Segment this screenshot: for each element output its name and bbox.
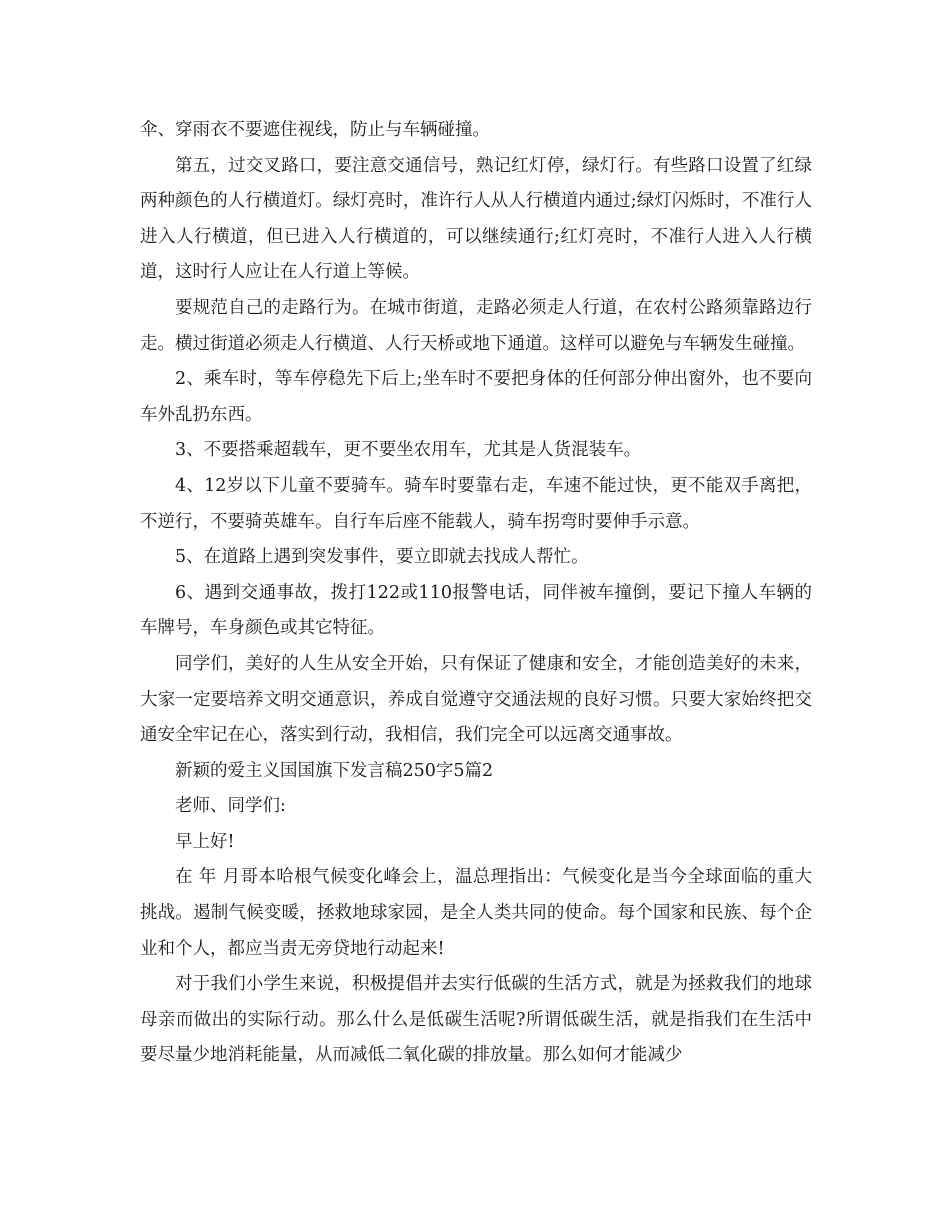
- paragraph-continuation: 伞、穿雨衣不要遮住视线，防止与车辆碰撞。: [140, 120, 490, 140]
- document-body: [140, 113, 812, 1074]
- salutation: 老师、同学们:: [175, 796, 286, 817]
- paragraph-copenhagen: 在 年 月哥本哈根气候变化峰会上，温总理指出：气候变化是当今全球面临的重大挑战。遏制气候变暖，拯救地球家园，是全人类共同的使命。每个国家和民族、每个企业和个人，都应当责无旁贷地行动起来!: [140, 867, 812, 959]
- section-heading: 新颖的爱主义国国旗下发言稿250字5篇2: [175, 760, 494, 781]
- paragraph-item-2: 2、乘车时，等车停稳先下后上;坐车时不要把身体的任何部分伸出窗外，也不要向车外乱扔东西。: [140, 369, 812, 425]
- paragraph-item-4: 4、12岁以下儿童不要骑车。骑车时要靠右走，车速不能过快，更不能双手离把，不逆行，不要骑英雄车。自行车后座不能载人，骑车拐弯时要伸手示意。: [140, 475, 812, 532]
- paragraph-item-3: 3、不要搭乘超载车，更不要坐农用车，尤其是人货混装车。: [175, 440, 642, 461]
- paragraph-item-6: 6、遇到交通事故，拨打122或110报警电话，同伴被车撞倒，要记下撞人车辆的车牌号，车身颜色或其它特征。: [140, 582, 812, 639]
- paragraph-low-carbon: 对于我们小学生来说，积极提倡并去实行低碳的生活方式，就是为拯救我们的地球母亲而做出的实际行动。那么什么是低碳生活呢?所谓低碳生活，就是指我们在生活中要尽量少地消耗能量，从而减低二氧化碳的排放量。那么如何才能减少: [140, 974, 812, 1066]
- paragraph-crossing-rules: 第五，过交叉路口，要注意交通信号，熟记红灯停，绿灯行。有些路口设置了红绿两种颜色的人行横道灯。绿灯亮时，准许行人从人行横道内通过;绿灯闪烁时，不准行人进入人行横道，但已进入人行横道的，可以继续通行;红灯亮时，不准行人进入人行横道，这时行人应让在人行道上等候。: [140, 155, 812, 283]
- greeting: 早上好!: [175, 831, 235, 852]
- paragraph-conclusion: 同学们，美好的人生从安全开始，只有保证了健康和安全，才能创造美好的未来，大家一定要培养文明交通意识，养成自觉遵守交通法规的良好习惯。只要大家始终把交通安全牢记在心，落实到行动，我相信，我们完全可以远离交通事故。: [140, 653, 812, 746]
- paragraph-item-5: 5、在道路上遇到突发事件，要立即就去找成人帮忙。: [175, 547, 589, 568]
- paragraph-walking-behavior: 要规范自己的走路行为。在城市街道，走路必须走人行道，在农村公路须靠路边行走。横过街道必须走人行横道、人行天桥或地下通道。这样可以避免与车辆发生碰撞。: [140, 297, 812, 354]
